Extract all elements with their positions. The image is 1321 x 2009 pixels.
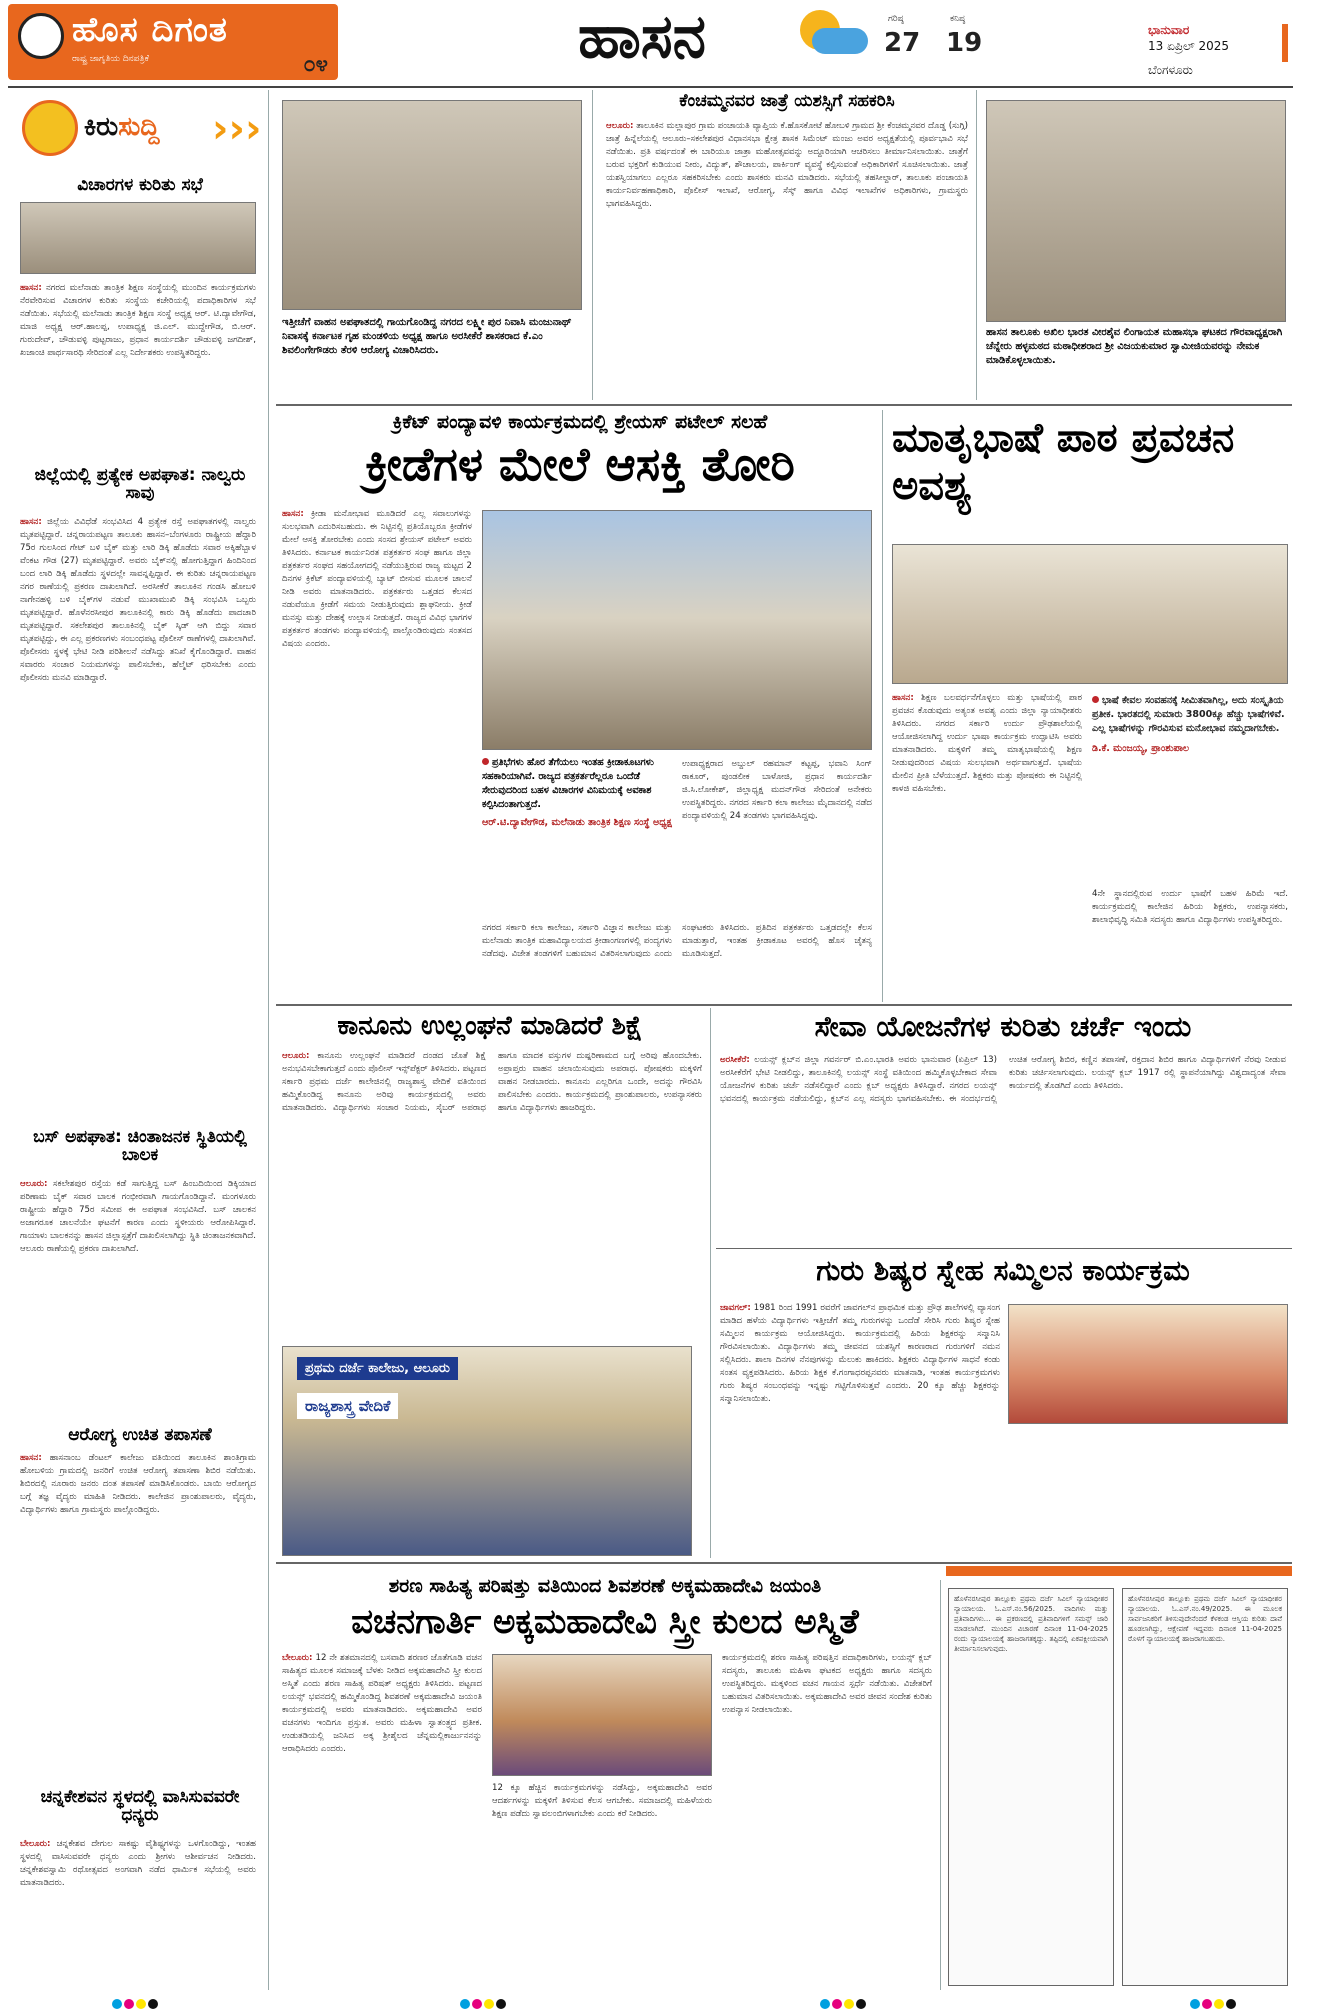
photo-urdu-school [892, 544, 1288, 684]
article-body: ಹಾಸನ: ನಗರದ ಮಲೆನಾಡು ತಾಂತ್ರಿಕ ಶಿಕ್ಷಣ ಸಂಸ್ಥೆಯಲ್ಲಿ ಮುಂದಿನ ಕಾರ್ಯಕ್ರಮಗಳು ನೆರವೇರಿಸುವ ವಿಚಾರಗಳ ಕುರಿತು ಸಂಸ್ಥೆಯ ಕಚೇರಿಯಲ್ಲಿ ಪದಾಧಿಕಾರಿಗಳ ಸಭೆ ನಡೆಯಿತು. ಸಭೆಯಲ್ಲಿ ಮಲೆನಾಡು ತಾಂತ್ರಿಕ ಶಿಕ್ಷಣ ಸಂಸ್ಥೆ ಅಧ್ಯಕ್ಷ ಆರ್. ಟಿ.ದ್ಯಾವೇಗೌಡ, ಮಾಜಿ ಅಧ್ಯಕ್ಷ ಆರ್.ಹಾಲಪ್ಪ, ಉಪಾಧ್ಯಕ್ಷ ಜಿ.ಎಲ್. ಮುದ್ದೇಗೌಡ, ಬಿ.ಆರ್. ಗುರುದೇವ್, ಚೌಡುವಳ್ಳಿ ಪುಟ್ಟರಾಜು, ಪ್ರಧಾನ ಕಾರ್ಯದರ್ಶಿ ಚೌಡುವಳ್ಳಿ ಜಗದೀಶ್, ಖಜಾಂಚಿ ಪಾರ್ಥಸಾರಥಿ ಸೇರಿದಂತೆ ಎಲ್ಲ ನಿರ್ದೇಶಕರು ಉಪಸ್ಥಿತರಿದ್ದರು. [20, 283, 256, 358]
registration-dots [1190, 1994, 1238, 2006]
registration-dots [820, 1994, 868, 2006]
article-body: ಬೇಲೂರು: 12 ನೇ ಶತಮಾನದಲ್ಲಿ ಬಸವಾದಿ ಶರಣರ ಜೊತೆಗೂಡಿ ವಚನ ಸಾಹಿತ್ಯದ ಮೂಲಕ ಸಮಾಜಕ್ಕೆ ಬೆಳಕು ನೀಡಿದ ಅಕ್ಕಮಹಾದೇವಿ ಸ್ತ್ರೀ ಕುಲದ ಅಸ್ಮಿತೆ ಎಂದು ಶರಣ ಸಾಹಿತ್ಯ ಪರಿಷತ್ ಅಧ್ಯಕ್ಷರು ತಿಳಿಸಿದರು. ಪಟ್ಟಣದ ಲಯನ್ಸ್ ಭವನದಲ್ಲಿ ಹಮ್ಮಿಕೊಂಡಿದ್ದ ಶಿವಶರಣೆ ಅಕ್ಕಮಹಾದೇವಿ ಜಯಂತಿ ಕಾರ್ಯಕ್ರಮದಲ್ಲಿ ಅವರು ಮಾತನಾಡಿದರು. ಅಕ್ಕಮಹಾದೇವಿ ಅವರ ವಚನಗಳು ಇಂದಿಗೂ ಪ್ರಸ್ತುತ. ಅವರು ಮಹಿಳಾ ಸ್ವಾತಂತ್ರ್ಯದ ಪ್ರತೀಕ. ಉಡುತಡಿಯಲ್ಲಿ ಜನಿಸಿದ ಅಕ್ಕ ಶ್ರೀಶೈಲದ ಚೆನ್ನಮಲ್ಲಿಕಾರ್ಜುನನನ್ನು ಆರಾಧಿಸಿದರು ಎಂದರು. [282, 1653, 482, 1754]
photo-caption: ಹಾಸನ ತಾಲೂಕು ಅಖಿಲ ಭಾರತ ವೀರಶೈವ ಲಿಂಗಾಯತ ಮಹಾಸಭಾ ಘಟಕದ ಗೌರವಾಧ್ಯಕ್ಷರಾಗಿ ಚೆನ್ನೇರು ಹಳ್ಳಮಠದ ಮಠಾಧೀಶರಾದ ಶ್ರೀ ವಿಜಯಕುಮಾರ ಸ್ವಾಮೀಜಿಯವರನ್ನು ನೇಮಕ ಮಾಡಿಕೊಳ್ಳಲಾಯಿತು. [986, 327, 1283, 366]
page-number: ೦೪ [303, 52, 328, 77]
article-body: ಹಾಸನ: ಹಾಸನಾಂಬ ಡೆಂಟಲ್ ಕಾಲೇಜು ವತಿಯಿಂದ ತಾಲೂಕಿನ ಶಾಂತಿಗ್ರಾಮ ಹೋಬಳಿಯ ಗ್ರಾಮದಲ್ಲಿ ಜನರಿಗೆ ಉಚಿತ ಆರೋಗ್ಯ ತಪಾಸಣಾ ಶಿಬಿರ ನಡೆಯಿತು. ಶಿಬಿರದಲ್ಲಿ ನೂರಾರು ಜನರು ದಂತ ತಪಾಸಣೆ ಮಾಡಿಸಿಕೊಂಡರು. ಬಾಯಿ ಆರೋಗ್ಯದ ಬಗ್ಗೆ ತಜ್ಞ ವೈದ್ಯರು ಮಾಹಿತಿ ನೀಡಿದರು. ಕಾಲೇಜಿನ ಪ್ರಾಂಶುಪಾಲರು, ವೈದ್ಯರು, ವಿದ್ಯಾರ್ಥಿಗಳು ಹಾಗೂ ಗ್ರಾಮಸ್ಥರು ಪಾಲ್ಗೊಂಡಿದ್ದರು. [20, 1453, 256, 1515]
temp-max: 27 [884, 28, 921, 58]
masthead-rule [8, 86, 1293, 88]
headline: ಸೇವಾ ಯೋಜನೆಗಳ ಕುರಿತು ಚರ್ಚೆ ಇಂದು [814, 1010, 1192, 1043]
pull-quote: ಭಾಷೆ ಕೇವಲ ಸಂವಹನಕ್ಕೆ ಸೀಮಿತವಾಗಿಲ್ಲ, ಅದು ಸಂಸ್ಕೃತಿಯ ಪ್ರತೀಕ. ಭಾರತದಲ್ಲಿ ಸುಮಾರು 3800ಕ್ಕೂ ಹೆಚ್ಚು ಭಾಷೆಗಳಿವೆ. ಎಲ್ಲ ಭಾಷೆಗಳನ್ನು ಗೌರವಿಸುವ ಮನೋಭಾವ ನಮ್ಮದಾಗಬೇಕು. ಡಿ.ಕೆ. ಮಂಜಯ್ಯ, ಪ್ರಾಂಶುಪಾಲ [1092, 694, 1288, 884]
article-body: 4ನೇ ಸ್ಥಾನದಲ್ಲಿರುವ ಉರ್ದು ಭಾಷೆಗೆ ಬಹಳ ಹಿರಿಮೆ ಇದೆ. ಕಾರ್ಯಕ್ರಮದಲ್ಲಿ ಕಾಲೇಜಿನ ಹಿರಿಯ ಶಿಕ್ಷಕರು, ಉಪನ್ಯಾಸಕರು, ಶಾಲಾಭಿವೃದ್ಧಿ ಸಮಿತಿ ಸದಸ್ಯರು ಹಾಗೂ ವಿದ್ಯಾರ್ಥಿಗಳು ಉಪಸ್ಥಿತರಿದ್ದರು. [1092, 889, 1288, 925]
temp-max-label: ಗರಿಷ್ಠ [888, 14, 904, 24]
article-body: ಅರಸೀಕೆರೆ: ಲಯನ್ಸ್ ಕ್ಲಬ್‌ನ ಜಿಲ್ಲಾ ಗವರ್ನರ್ ಬಿ.ಎಂ.ಭಾರತಿ ಅವರು ಭಾನುವಾರ (ಏಪ್ರಿಲ್ 13) ಅರಸೀಕೆರೆಗೆ ಭೇಟಿ ನೀಡಲಿದ್ದು, ತಾಲೂಕಿನಲ್ಲಿ ಲಯನ್ಸ್ ಸಂಸ್ಥೆ ವತಿಯಿಂದ ಹಮ್ಮಿಕೊಳ್ಳಬೇಕಾದ ಸೇವಾ ಯೋಜನೆಗಳ ಕುರಿತು ಚರ್ಚೆ ನಡೆಸಲಿದ್ದಾರೆ ಎಂದು ಕ್ಲಬ್ ಅಧ್ಯಕ್ಷರು ತಿಳಿಸಿದ್ದಾರೆ. ನಗರದ ಲಯನ್ಸ್ ಭವನದಲ್ಲಿ ಕಾರ್ಯಕ್ರಮ ನಡೆಯಲಿದ್ದು, ಕ್ಲಬ್‌ನ ಎಲ್ಲ ಸದಸ್ಯರು ಭಾಗವಹಿಸಬೇಕು. ಈ ಸಂದರ್ಭದಲ್ಲಿ ಉಚಿತ ಆರೋಗ್ಯ ಶಿಬಿರ, ಕಣ್ಣಿನ ತಪಾಸಣೆ, ರಕ್ತದಾನ ಶಿಬಿರ ಹಾಗೂ ವಿದ್ಯಾರ್ಥಿಗಳಿಗೆ ನೆರವು ನೀಡುವ ಕುರಿತು ಚರ್ಚಿಸಲಾಗುವುದು. ಲಯನ್ಸ್ ಕ್ಲಬ್ 1917 ರಲ್ಲಿ ಸ್ಥಾಪನೆಯಾಗಿದ್ದು ವಿಶ್ವದಾದ್ಯಂತ ಸೇವಾ ಕಾರ್ಯದಲ್ಲಿ ತೊಡಗಿದೆ ಎಂದು ತಿಳಿಸಿದರು. [720, 1055, 1286, 1104]
headline: ಕ್ರೀಡೆಗಳ ಮೇಲೆ ಆಸಕ್ತಿ ತೋರಿ [365, 437, 795, 491]
headline: ಗುರು ಶಿಷ್ಯರ ಸ್ನೇಹ ಸಮ್ಮಿಲನ ಕಾರ್ಯಕ್ರಮ [816, 1254, 1190, 1287]
kiru-a: ಕಿರು [84, 112, 119, 142]
section-rule [276, 404, 1292, 406]
article-body: ನಗರದ ಸರ್ಕಾರಿ ಕಲಾ ಕಾಲೇಜು, ಸರ್ಕಾರಿ ವಿಜ್ಞಾನ ಕಾಲೇಜು ಮತ್ತು ಮಲೆನಾಡು ತಾಂತ್ರಿಕ ಮಹಾವಿದ್ಯಾಲಯದ ಕ್ರೀಡಾಂಗಣಗಳಲ್ಲಿ ಪಂದ್ಯಗಳು ನಡೆದವು. ವಿಜೇತ ತಂಡಗಳಿಗೆ ಬಹುಮಾನ ವಿತರಿಸಲಾಗುವುದು ಎಂದು ಸಂಘಟಕರು ತಿಳಿಸಿದರು. ಪ್ರತಿದಿನ ಪತ್ರಕರ್ತರು ಒತ್ತಡದಲ್ಲೇ ಕೆಲಸ ಮಾಡುತ್ತಾರೆ, ಇಂತಹ ಕ್ರೀಡಾಕೂಟ ಅವರಲ್ಲಿ ಹೊಸ ಚೈತನ್ಯ ಮೂಡಿಸುತ್ತದೆ. [482, 923, 872, 959]
headline: ಕಾನೂನು ಉಲ್ಲಂಘನೆ ಮಾಡಿದರೆ ಶಿಕ್ಷೆ [337, 1011, 643, 1041]
weekday: ಭಾನುವಾರ [1148, 23, 1190, 37]
photo-akkamahadevi-jayanti [492, 1654, 712, 1776]
column-rule [592, 90, 593, 400]
pull-quote: ಪ್ರತಿಭೆಗಳು ಹೊರ ತೆಗೆಯಲು ಇಂತಹ ಕ್ರೀಡಾಕೂಟಗಳು ಸಹಕಾರಿಯಾಗಿವೆ. ರಾಜ್ಯದ ಪತ್ರಕರ್ತರೆಲ್ಲರೂ ಒಂದೆಡೆ ಸೇರುವುದರಿಂದ ಬಹಳ ವಿಚಾರಗಳ ವಿನಿಮಯಕ್ಕೆ ಅವಕಾಶ ಕಲ್ಪಿಸಿದಂತಾಗುತ್ತದೆ. ಆರ್.ಟಿ.ದ್ಯಾವೇಗೌಡ, ಮಲೆನಾಡು ತಾಂತ್ರಿಕ ಶಿಕ್ಷಣ ಸಂಸ್ಥೆ ಅಧ್ಯಕ್ಷ [482, 757, 672, 828]
chevron-right-icon: ››› [212, 106, 262, 152]
logo-name: ಹೊಸ ದಿಗಂತ [72, 10, 228, 50]
temp-min-label: ಕನಿಷ್ಠ [950, 14, 966, 24]
article-body: ಆಲೂರು: ತಾಲೂಕಿನ ಮಲ್ಲಾಪುರ ಗ್ರಾಮ ಪಂಚಾಯತಿ ವ್ಯಾಪ್ತಿಯ ಕೆ.ಹೊಸಕೋಟೆ ಹೋಬಳಿ ಗ್ರಾಮದ ಶ್ರೀ ಕೆಂಚಮ್ಮನವರ ದೊಡ್ಡ (ಸುಗ್ಗಿ) ಜಾತ್ರೆ ಹಿನ್ನೆಲೆಯಲ್ಲಿ ಆಲೂರು–ಸಕಲೇಶಪುರ ವಿಧಾನಸಭಾ ಕ್ಷೇತ್ರ ಶಾಸಕ ಸಿಮೆಂಟ್ ಮಂಜು ಅವರ ಅಧ್ಯಕ್ಷತೆಯಲ್ಲಿ ಪೂರ್ವಭಾವಿ ಸಭೆ ನಡೆಯಿತು. ಪ್ರತಿ ವರ್ಷದಂತೆ ಈ ಬಾರಿಯೂ ಜಾತ್ರಾ ಮಹೋತ್ಸವವನ್ನು ಅದ್ದೂರಿಯಾಗಿ ಆಚರಿಸಲು ತೀರ್ಮಾನಿಸಲಾಯಿತು. ಜಾತ್ರೆಗೆ ಬರುವ ಭಕ್ತರಿಗೆ ಕುಡಿಯುವ ನೀರು, ವಿದ್ಯುತ್, ಶೌಚಾಲಯ, ಪಾರ್ಕಿಂಗ್ ವ್ಯವಸ್ಥೆ ಕಲ್ಪಿಸುವಂತೆ ಅಧಿಕಾರಿಗಳಿಗೆ ಸೂಚಿಸಲಾಯಿತು. ಜಾತ್ರೆ ಯಶಸ್ವಿಯಾಗಲು ಎಲ್ಲರೂ ಸಹಕರಿಸಬೇಕು ಎಂದು ಶಾಸಕರು ಮನವಿ ಮಾಡಿದರು. ಸಭೆಯಲ್ಲಿ ತಹಸೀಲ್ದಾರ್, ತಾಲೂಕು ಪಂಚಾಯತಿ ಕಾರ್ಯನಿರ್ವಹಣಾಧಿಕಾರಿ, ಪೊಲೀಸ್ ಇಲಾಖೆ, ಆರೋಗ್ಯ, ಸೆಸ್ಕ್ ಹಾಗೂ ವಿವಿಧ ಇಲಾಖೆಗಳ ಅಧಿಕಾರಿಗಳು, ಗ್ರಾಮಸ್ಥರು ಭಾಗವಹಿಸಿದ್ದರು. [606, 121, 968, 209]
temp-min: 19 [946, 28, 983, 58]
registration-dots [460, 1994, 508, 2006]
headline: ವಿಚಾರಗಳ ಕುರಿತು ಸಭೆ [77, 175, 203, 195]
photo-meeting [20, 202, 256, 274]
registration-dots [112, 1994, 160, 2006]
column-rule [710, 1008, 711, 1558]
cloud-icon [812, 28, 868, 54]
masthead-accent-bar [1282, 24, 1288, 62]
kiru-b: ಸುದ್ದಿ [118, 112, 160, 142]
section-rule [276, 1562, 1292, 1564]
masthead-logo [8, 4, 338, 80]
kicker: ಕ್ರಿಕೆಟ್ ಪಂದ್ಯಾವಳಿ ಕಾರ್ಯಕ್ರಮದಲ್ಲಿ ಶ್ರೇಯಸ್ ಪಟೇಲ್ ಸಲಹೆ [392, 411, 768, 433]
quote-author: ಆರ್.ಟಿ.ದ್ಯಾವೇಗೌಡ, ಮಲೆನಾಡು ತಾಂತ್ರಿಕ ಶಿಕ್ಷಣ ಸಂಸ್ಥೆ ಅಧ್ಯಕ್ಷ [482, 817, 672, 828]
article-body: ಉಪಾಧ್ಯಕ್ಷರಾದ ಅಬ್ದುಲ್ ರಹಮಾನ್ ಕಟ್ಟಪ್ಪ, ಭವಾನಿ ಸಿಂಗ್ ಠಾಕೂರ್, ಪುಂಡಲೀಕ ಬಾಳೋಜಿ, ಪ್ರಧಾನ ಕಾರ್ಯದರ್ಶಿ ಜಿ.ಸಿ.ಲೋಕೇಶ್, ಜಿಲ್ಲಾಧ್ಯಕ್ಷ ಮದನ್‌ಗೌಡ ಸೇರಿದಂತೆ ಅನೇಕರು ಉಪಸ್ಥಿತರಿದ್ದರು. ನಗರದ ಸರ್ಕಾರಿ ಕಲಾ ಕಾಲೇಜು ಮೈದಾನದಲ್ಲಿ ನಡೆದ ಪಂದ್ಯಾವಳಿಯಲ್ಲಿ 24 ತಂಡಗಳು ಭಾಗವಹಿಸಿದ್ದವು. [682, 759, 872, 821]
lamp-icon [18, 13, 64, 59]
article-body: ಬೇಲೂರು: ಚನ್ನಕೇಶವ ದೇಗುಲ ಸಾಕಷ್ಟು ವೈಶಿಷ್ಟ್ಯಗಳನ್ನು ಒಳಗೊಂಡಿದ್ದು, ಇಂತಹ ಸ್ಥಳದಲ್ಲಿ ವಾಸಿಸುವವರೇ ಧನ್ಯರು ಎಂದು ಶ್ರೀಗಳು ಆಶೀರ್ವಚನ ನೀಡಿದರು. ಚನ್ನಕೇಶವಸ್ವಾಮಿ ರಥೋತ್ಸವದ ಅಂಗವಾಗಿ ನಡೆದ ಧಾರ್ಮಿಕ ಸಭೆಯಲ್ಲಿ ಅವರು ಮಾತನಾಡಿದರು. [20, 1839, 256, 1888]
quote-author: ಡಿ.ಕೆ. ಮಂಜಯ್ಯ, ಪ್ರಾಂಶುಪಾಲ [1092, 743, 1190, 754]
article-body: ಹಾಸನ: ಕ್ರೀಡಾ ಮನೋಭಾವ ಮೂಡಿದರೆ ಎಲ್ಲ ಸವಾಲುಗಳನ್ನು ಸುಲಭವಾಗಿ ಎದುರಿಸಬಹುದು. ಈ ನಿಟ್ಟಿನಲ್ಲಿ ಪ್ರತಿಯೊಬ್ಬರೂ ಕ್ರೀಡೆಗಳ ಮೇಲೆ ಆಸಕ್ತಿ ತೋರಬೇಕು ಎಂದು ಸಂಸದ ಶ್ರೇಯಸ್ ಪಟೇಲ್ ಅವರು ತಿಳಿಸಿದರು. ಕರ್ನಾಟಕ ಕಾರ್ಯನಿರತ ಪತ್ರಕರ್ತರ ಸಂಘ ಹಾಗೂ ಜಿಲ್ಲಾ ಪತ್ರಕರ್ತರ ಸಂಘದ ಸಹಯೋಗದಲ್ಲಿ ನಡೆಯುತ್ತಿರುವ ರಾಜ್ಯ ಮಟ್ಟದ 2 ದಿನಗಳ ಕ್ರಿಕೆಟ್ ಪಂದ್ಯಾವಳಿಯಲ್ಲಿ ಬ್ಯಾಟ್ ಬೀಸುವ ಮೂಲಕ ಚಾಲನೆ ನೀಡಿ ಅವರು ಮಾತನಾಡಿದರು. ಪತ್ರಕರ್ತರು ಒತ್ತಡದ ಕೆಲಸದ ನಡುವೆಯೂ ಕ್ರೀಡೆಗೆ ಸಮಯ ನೀಡುತ್ತಿರುವುದು ಶ್ಲಾಘನೀಯ. ಕ್ರೀಡೆ ಮನಸ್ಸು ಮತ್ತು ದೇಹಕ್ಕೆ ಉಲ್ಲಾಸ ನೀಡುತ್ತದೆ. ರಾಜ್ಯದ ವಿವಿಧ ಭಾಗಗಳ ಪತ್ರಕರ್ತರ ತಂಡಗಳು ಪಂದ್ಯಾವಳಿಯಲ್ಲಿ ಪಾಲ್ಗೊಂಡಿರುವುದು ಸಂತಸದ ವಿಷಯ ಎಂದರು. [282, 509, 472, 649]
accent-strip [946, 1566, 1292, 1576]
court-notice: ಹೊಳೆನರಸೀಪುರ ತಾಲ್ಲೂಕು ಪ್ರಥಮ ದರ್ಜೆ ಸಿವಿಲ್ ನ್ಯಾಯಾಧೀಶರ ನ್ಯಾಯಾಲಯ. ಓ.ಎಸ್.ನಂ.56/2025. ವಾದಿಗಳು ಮತ್ತು ಪ್ರತಿವಾದಿಗಳು... ಈ ಪ್ರಕರಣದಲ್ಲಿ ಪ್ರತಿವಾದಿಗಳಿಗೆ ಸಮನ್ಸ್ ಜಾರಿ ಮಾಡಲಾಗಿದೆ. ಮುಂದಿನ ವಿಚಾರಣೆ ದಿನಾಂಕ 11-04-2025 ರಂದು ನ್ಯಾಯಾಲಯಕ್ಕೆ ಹಾಜರಾಗತಕ್ಕದ್ದು. ತಪ್ಪಿದಲ್ಲಿ ಏಕಪಕ್ಷೀಯವಾಗಿ ತೀರ್ಮಾನಿಸಲಾಗುವುದು. [948, 1588, 1114, 1986]
article-body: ಹಾಸನ: ಜಿಲ್ಲೆಯ ವಿವಿಧೆಡೆ ಸಂಭವಿಸಿದ 4 ಪ್ರತ್ಯೇಕ ರಸ್ತೆ ಅಪಘಾತಗಳಲ್ಲಿ ನಾಲ್ವರು ಮೃತಪಟ್ಟಿದ್ದಾರೆ. ಚನ್ನರಾಯಪಟ್ಟಣ ತಾಲೂಕು ಹಾಸನ–ಬೆಂಗಳೂರು ರಾಷ್ಟ್ರೀಯ ಹೆದ್ದಾರಿ 75ರ ಗುಲಸಿಂದ ಗೇಟ್ ಬಳಿ ಬೈಕ್ ಮತ್ತು ಲಾರಿ ಡಿಕ್ಕಿ ಹೊಡೆದು ಸವಾರ ಅಕ್ಕಿಹೆಬ್ಬಾಳ ವೆಂಕಟ ಗೌಡ (27) ಮೃತಪಟ್ಟಿದ್ದಾರೆ. ಅವರು ಬೈಕ್‌ನಲ್ಲಿ ಹೋಗುತ್ತಿದ್ದಾಗ ಹಿಂದಿನಿಂದ ಬಂದ ಲಾರಿ ಡಿಕ್ಕಿ ಹೊಡೆದು ಸ್ಥಳದಲ್ಲೇ ಸಾವನ್ನಪ್ಪಿದ್ದಾರೆ. ಈ ಕುರಿತು ಚನ್ನರಾಯಪಟ್ಟಣ ನಗರ ಠಾಣೆಯಲ್ಲಿ ಪ್ರಕರಣ ದಾಖಲಾಗಿದೆ. ಅರಸೀಕೆರೆ ತಾಲೂಕಿನ ಗಂಡಸಿ ಹೋಬಳಿ ನಾಗೇನಹಳ್ಳಿ ಬಳಿ ಬೈಕ್‌ಗಳ ನಡುವೆ ಮುಖಾಮುಖಿ ಡಿಕ್ಕಿ ಸಂಭವಿಸಿ ಒಬ್ಬರು ಮೃತಪಟ್ಟಿದ್ದಾರೆ. ಹೊಳೆನರಸೀಪುರ ತಾಲೂಕಿನಲ್ಲಿ ಕಾರು ಡಿಕ್ಕಿ ಹೊಡೆದು ಪಾದಚಾರಿ ಮೃತಪಟ್ಟಿದ್ದಾರೆ. ಸಕಲೇಶಪುರ ತಾಲೂಕಿನಲ್ಲಿ ಬೈಕ್ ಸ್ಕಿಡ್ ಆಗಿ ಬಿದ್ದು ಸವಾರ ಮೃತಪಟ್ಟಿದ್ದು, ಈ ಎಲ್ಲ ಪ್ರಕರಣಗಳು ಸಂಬಂಧಪಟ್ಟ ಪೊಲೀಸ್ ಠಾಣೆಗಳಲ್ಲಿ ದಾಖಲಾಗಿವೆ. ಪೊಲೀಸರು ಸ್ಥಳಕ್ಕೆ ಭೇಟಿ ನೀಡಿ ಪರಿಶೀಲನೆ ನಡೆಸಿದ್ದು ತನಿಖೆ ಕೈಗೊಂಡಿದ್ದಾರೆ. ವಾಹನ ಸವಾರರು ಸಂಚಾರ ನಿಯಮಗಳನ್ನು ಪಾಲಿಸಬೇಕು, ಹೆಲ್ಮೆಟ್ ಧರಿಸಬೇಕು ಎಂದು ಪೊಲೀಸರು ಮನವಿ ಮಾಡಿದ್ದಾರೆ. [20, 517, 256, 683]
headline: ಕೆಂಚಮ್ಮನವರ ಜಾತ್ರೆ ಯಶಸ್ಸಿಗೆ ಸಹಕರಿಸಿ [679, 91, 895, 111]
edition: ಬೆಂಗಳೂರು [1148, 63, 1193, 77]
photo-swamiji-felicitation [986, 100, 1286, 322]
section-rule [276, 1004, 1292, 1006]
column-rule [268, 90, 269, 1990]
logo-tagline: ರಾಷ್ಟ್ರ ಜಾಗೃತಿಯ ದಿನಪತ್ರಿಕೆ [72, 54, 149, 64]
headline: ಚನ್ನಕೇಶವನ ಸ್ಥಳದಲ್ಲಿ ವಾಸಿಸುವವರೇ ಧನ್ಯರು [40, 1787, 240, 1826]
photo-law-awareness [282, 1346, 692, 1556]
orange-dot-icon [482, 758, 489, 765]
banner-text: ರಾಜ್ಯಶಾಸ್ತ್ರ ವೇದಿಕೆ [297, 1393, 398, 1419]
city-title: ಹಾಸನ [578, 2, 706, 72]
pointing-hand-icon [22, 100, 78, 156]
headline: ಆರೋಗ್ಯ ಉಚಿತ ತಪಾಸಣೆ [68, 1425, 212, 1445]
banner-text: ಪ್ರಥಮ ದರ್ಜೆ ಕಾಲೇಜು, ಆಲೂರು [297, 1357, 458, 1380]
column-rule [882, 410, 883, 1002]
article-body: ಕಾರ್ಯಕ್ರಮದಲ್ಲಿ ಶರಣ ಸಾಹಿತ್ಯ ಪರಿಷತ್ತಿನ ಪದಾಧಿಕಾರಿಗಳು, ಲಯನ್ಸ್ ಕ್ಲಬ್ ಸದಸ್ಯರು, ತಾಲೂಕು ಮಹಿಳಾ ಘಟಕದ ಅಧ್ಯಕ್ಷರು ಹಾಗೂ ಸದಸ್ಯರು ಉಪಸ್ಥಿತರಿದ್ದರು. ಮಕ್ಕಳಿಂದ ವಚನ ಗಾಯನ ಸ್ಪರ್ಧೆ ನಡೆಯಿತು. ವಿಜೇತರಿಗೆ ಬಹುಮಾನ ವಿತರಿಸಲಾಯಿತು. ಅಕ್ಕಮಹಾದೇವಿ ಅವರ ಜೀವನ ಸಂದೇಶ ಕುರಿತು ಉಪನ್ಯಾಸ ನೀಡಲಾಯಿತು. [722, 1653, 932, 1715]
court-notice: ಹೊಳೆನರಸೀಪುರ ತಾಲ್ಲೂಕು ಪ್ರಥಮ ದರ್ಜೆ ಸಿವಿಲ್ ನ್ಯಾಯಾಧೀಶರ ನ್ಯಾಯಾಲಯ. ಓ.ಎಸ್.ನಂ.49/2025. ಈ ಮೂಲಕ ಸಾರ್ವಜನಿಕರಿಗೆ ತಿಳಿಸುವುದೇನೆಂದರೆ ಕೆಳಕಂಡ ಆಸ್ತಿಯ ಕುರಿತು ದಾವೆ ಹೂಡಲಾಗಿದ್ದು, ಆಕ್ಷೇಪಣೆ ಇದ್ದವರು ದಿನಾಂಕ 11-04-2025 ರೊಳಗೆ ನ್ಯಾಯಾಲಯಕ್ಕೆ ಹಾಜರಾಗಬಹುದು. [1122, 1588, 1288, 1986]
headline: ಮಾತೃಭಾಷೆ ಪಾಠ ಪ್ರವಚನ ಅವಶ್ಯ [892, 415, 1235, 509]
column-rule [940, 1580, 941, 1990]
headline: ಜಿಲ್ಲೆಯಲ್ಲಿ ಪ್ರತ್ಯೇಕ ಅಪಘಾತ: ನಾಲ್ವರು ಸಾವು [34, 465, 246, 504]
kicker: ಶರಣ ಸಾಹಿತ್ಯ ಪರಿಷತ್ತು ವತಿಯಿಂದ ಶಿವಶರಣೆ ಅಕ್ಕಮಹಾದೇವಿ ಜಯಂತಿ [388, 1575, 822, 1597]
photo-cricket-match [482, 510, 872, 750]
article-body: ಹಾಸನ: ಶಿಕ್ಷಣ ಬಲವರ್ಧನೆಗೊಳ್ಳಲು ಮತ್ತು ಭಾಷೆಯಲ್ಲಿ ಪಾಠ ಪ್ರವಚನ ಕೊಡುವುದು ಅತ್ಯಂತ ಅವಶ್ಯ ಎಂದು ಜಿಲ್ಲಾ ನ್ಯಾಯಾಧೀಶರು ತಿಳಿಸಿದರು. ನಗರದ ಸರ್ಕಾರಿ ಉರ್ದು ಪ್ರೌಢಶಾಲೆಯಲ್ಲಿ ಆಯೋಜಿಸಲಾಗಿದ್ದ ಉರ್ದು ಭಾಷಾ ಕಾರ್ಯಕ್ರಮ ಉದ್ಘಾಟಿಸಿ ಅವರು ಮಾತನಾಡಿದರು. ಮಕ್ಕಳಿಗೆ ತಮ್ಮ ಮಾತೃಭಾಷೆಯಲ್ಲಿ ಶಿಕ್ಷಣ ನೀಡುವುದರಿಂದ ವಿಷಯ ಸುಲಭವಾಗಿ ಅರ್ಥವಾಗುತ್ತದೆ. ಭಾಷೆಯ ಮೇಲಿನ ಪ್ರೀತಿ ಬೆಳೆಯುತ್ತದೆ. ಶಿಕ್ಷಕರು ಮತ್ತು ಪೋಷಕರು ಈ ನಿಟ್ಟಿನಲ್ಲಿ ಕಾಳಜಿ ವಹಿಸಬೇಕು. [892, 693, 1082, 794]
photo-caption: ಇತ್ತೀಚೆಗೆ ವಾಹನ ಅಪಘಾತದಲ್ಲಿ ಗಾಯಗೊಂಡಿದ್ದ ನಗರದ ಲಕ್ಷ್ಮೀ ಪುರ ನಿವಾಸಿ ಮಂಜುನಾಥ್ ನಿವಾಸಕ್ಕೆ ಕರ್ನಾಟಕ ಗೃಹ ಮಂಡಳಿಯ ಅಧ್ಯಕ್ಷ ಹಾಗೂ ಅರಸೀಕೆರೆ ಶಾಸಕರಾದ ಕೆ.ಎಂ ಶಿವಲಿಂಗೇಗೌಡರು ತೆರಳಿ ಆರೋಗ್ಯ ವಿಚಾರಿಸಿದರು. [282, 317, 572, 356]
date-box [1148, 22, 1298, 78]
photo-hospital-visit [282, 100, 582, 310]
headline: ಬಸ್ ಅಪಘಾತ: ಚಿಂತಾಜನಕ ಸ್ಥಿತಿಯಲ್ಲಿ ಬಾಲಕ [33, 1127, 247, 1166]
kiru-suddi-label [22, 100, 262, 158]
article-body: 12 ಕ್ಕೂ ಹೆಚ್ಚಿನ ಕಾರ್ಯಕ್ರಮಗಳನ್ನು ನಡೆಸಿದ್ದು, ಅಕ್ಕಮಹಾದೇವಿ ಅವರ ಆದರ್ಶಗಳನ್ನು ಮಕ್ಕಳಿಗೆ ತಿಳಿಸುವ ಕೆಲಸ ಆಗಬೇಕು. ಸಮಾಜದಲ್ಲಿ ಮಹಿಳೆಯರು ಶಿಕ್ಷಣ ಪಡೆದು ಸ್ವಾವಲಂಬಿಗಳಾಗಬೇಕು ಎಂದು ಕರೆ ನೀಡಿದರು. [492, 1783, 712, 1819]
photo-guru-shishya [1008, 1304, 1288, 1424]
date: 13 ಏಪ್ರಿಲ್ 2025 [1148, 39, 1230, 53]
article-body: ಆಲೂರು: ಕಾನೂನು ಉಲ್ಲಂಘನೆ ಮಾಡಿದರೆ ದಂಡದ ಜೊತೆ ಶಿಕ್ಷೆ ಅನುಭವಿಸಬೇಕಾಗುತ್ತದೆ ಎಂದು ಪೊಲೀಸ್ ಇನ್ಸ್‌ಪೆಕ್ಟರ್ ತಿಳಿಸಿದರು. ಪಟ್ಟಣದ ಸರ್ಕಾರಿ ಪ್ರಥಮ ದರ್ಜೆ ಕಾಲೇಜಿನಲ್ಲಿ ರಾಜ್ಯಶಾಸ್ತ್ರ ವೇದಿಕೆ ವತಿಯಿಂದ ಹಮ್ಮಿಕೊಂಡಿದ್ದ ಕಾನೂನು ಅರಿವು ಕಾರ್ಯಕ್ರಮದಲ್ಲಿ ಅವರು ಮಾತನಾಡಿದರು. ವಿದ್ಯಾರ್ಥಿಗಳು ಸಂಚಾರ ನಿಯಮ, ಸೈಬರ್ ಅಪರಾಧ ಹಾಗೂ ಮಾದಕ ವಸ್ತುಗಳ ದುಷ್ಪರಿಣಾಮದ ಬಗ್ಗೆ ಅರಿವು ಹೊಂದಬೇಕು. ಅಪ್ರಾಪ್ತರು ವಾಹನ ಚಲಾಯಿಸುವುದು ಅಪರಾಧ. ಪೋಷಕರು ಮಕ್ಕಳಿಗೆ ವಾಹನ ನೀಡಬಾರದು. ಕಾನೂನು ಎಲ್ಲರಿಗೂ ಒಂದೇ, ಅದನ್ನು ಗೌರವಿಸಿ ಪಾಲಿಸಬೇಕು ಎಂದರು. ಕಾರ್ಯಕ್ರಮದಲ್ಲಿ ಪ್ರಾಂಶುಪಾಲರು, ಉಪನ್ಯಾಸಕರು ಹಾಗೂ ವಿದ್ಯಾರ್ಥಿಗಳು ಹಾಜರಿದ್ದರು. [282, 1051, 702, 1113]
section-rule [716, 1248, 1292, 1249]
article-body: ಆಲೂರು: ಸಕಲೇಶಪುರ ರಸ್ತೆಯ ಕಡೆ ಸಾಗುತ್ತಿದ್ದ ಬಸ್‌ ಹಿಂಬದಿಯಿಂದ ಡಿಕ್ಕಿಯಾದ ಪರಿಣಾಮ ಬೈಕ್ ಸವಾರ ಬಾಲಕ ಗಂಭೀರವಾಗಿ ಗಾಯಗೊಂಡಿದ್ದಾನೆ. ಮಂಗಳೂರು ರಾಷ್ಟ್ರೀಯ ಹೆದ್ದಾರಿ 75ರ ಸಮೀಪ ಈ ಅಪಘಾತ ಸಂಭವಿಸಿದೆ. ಬಸ್ ಚಾಲಕನ ಅಜಾಗರೂಕ ಚಾಲನೆಯೇ ಘಟನೆಗೆ ಕಾರಣ ಎಂದು ಸ್ಥಳೀಯರು ಆರೋಪಿಸಿದ್ದಾರೆ. ಗಾಯಾಳು ಬಾಲಕನನ್ನು ಹಾಸನ ಜಿಲ್ಲಾಸ್ಪತ್ರೆಗೆ ದಾಖಲಿಸಲಾಗಿದ್ದು ಸ್ಥಿತಿ ಚಿಂತಾಜನಕವಾಗಿದೆ. ಆಲೂರು ಠಾಣೆಯಲ್ಲಿ ಪ್ರಕರಣ ದಾಖಲಾಗಿದೆ. [20, 1179, 256, 1254]
headline: ವಚನಗಾರ್ತಿ ಅಕ್ಕಮಹಾದೇವಿ ಸ್ತ್ರೀ ಕುಲದ ಅಸ್ಮಿತೆ [351, 1602, 859, 1642]
column-rule [976, 90, 977, 400]
orange-dot-icon [1092, 696, 1099, 703]
article-body: ಜಾವಗಲ್: 1981 ರಿಂದ 1991 ರವರೆಗೆ ಜಾವಗಲ್‌ನ ಪ್ರಾಥಮಿಕ ಮತ್ತು ಪ್ರೌಢ ಶಾಲೆಗಳಲ್ಲಿ ವ್ಯಾಸಂಗ ಮಾಡಿದ ಹಳೆಯ ವಿದ್ಯಾರ್ಥಿಗಳು ಇತ್ತೀಚೆಗೆ ತಮ್ಮ ಗುರುಗಳನ್ನು ಒಂದೆಡೆ ಸೇರಿಸಿ ಗುರು ಶಿಷ್ಯರ ಸ್ನೇಹ ಸಮ್ಮಿಲನ ಕಾರ್ಯಕ್ರಮ ಆಯೋಜಿಸಿದ್ದರು. ಕಾರ್ಯಕ್ರಮದಲ್ಲಿ ಹಿರಿಯ ಶಿಕ್ಷಕರನ್ನು ಸನ್ಮಾನಿಸಿ ಗೌರವಿಸಲಾಯಿತು. ವಿದ್ಯಾರ್ಥಿಗಳು ತಮ್ಮ ಜೀವನದ ಯಶಸ್ಸಿಗೆ ಕಾರಣರಾದ ಗುರುಗಳಿಗೆ ನಮನ ಸಲ್ಲಿಸಿದರು. ಶಾಲಾ ದಿನಗಳ ನೆನಪುಗಳನ್ನು ಮೆಲುಕು ಹಾಕಿದರು. ಶಿಕ್ಷಕರು ವಿದ್ಯಾರ್ಥಿಗಳ ಸಾಧನೆ ಕಂಡು ಸಂತಸ ವ್ಯಕ್ತಪಡಿಸಿದರು. ಹಿರಿಯ ಶಿಕ್ಷಕ ಕೆ.ಗಂಗಾಧರಪ್ಪನವರು ಮಾತನಾಡಿ, ಇಂತಹ ಕಾರ್ಯಕ್ರಮಗಳು ಗುರು ಶಿಷ್ಯರ ಸಂಬಂಧವನ್ನು ಇನ್ನಷ್ಟು ಗಟ್ಟಿಗೊಳಿಸುತ್ತವೆ ಎಂದರು. 20 ಕ್ಕೂ ಹೆಚ್ಚು ಶಿಕ್ಷಕರನ್ನು ಸನ್ಮಾನಿಸಲಾಯಿತು. [720, 1303, 1000, 1404]
